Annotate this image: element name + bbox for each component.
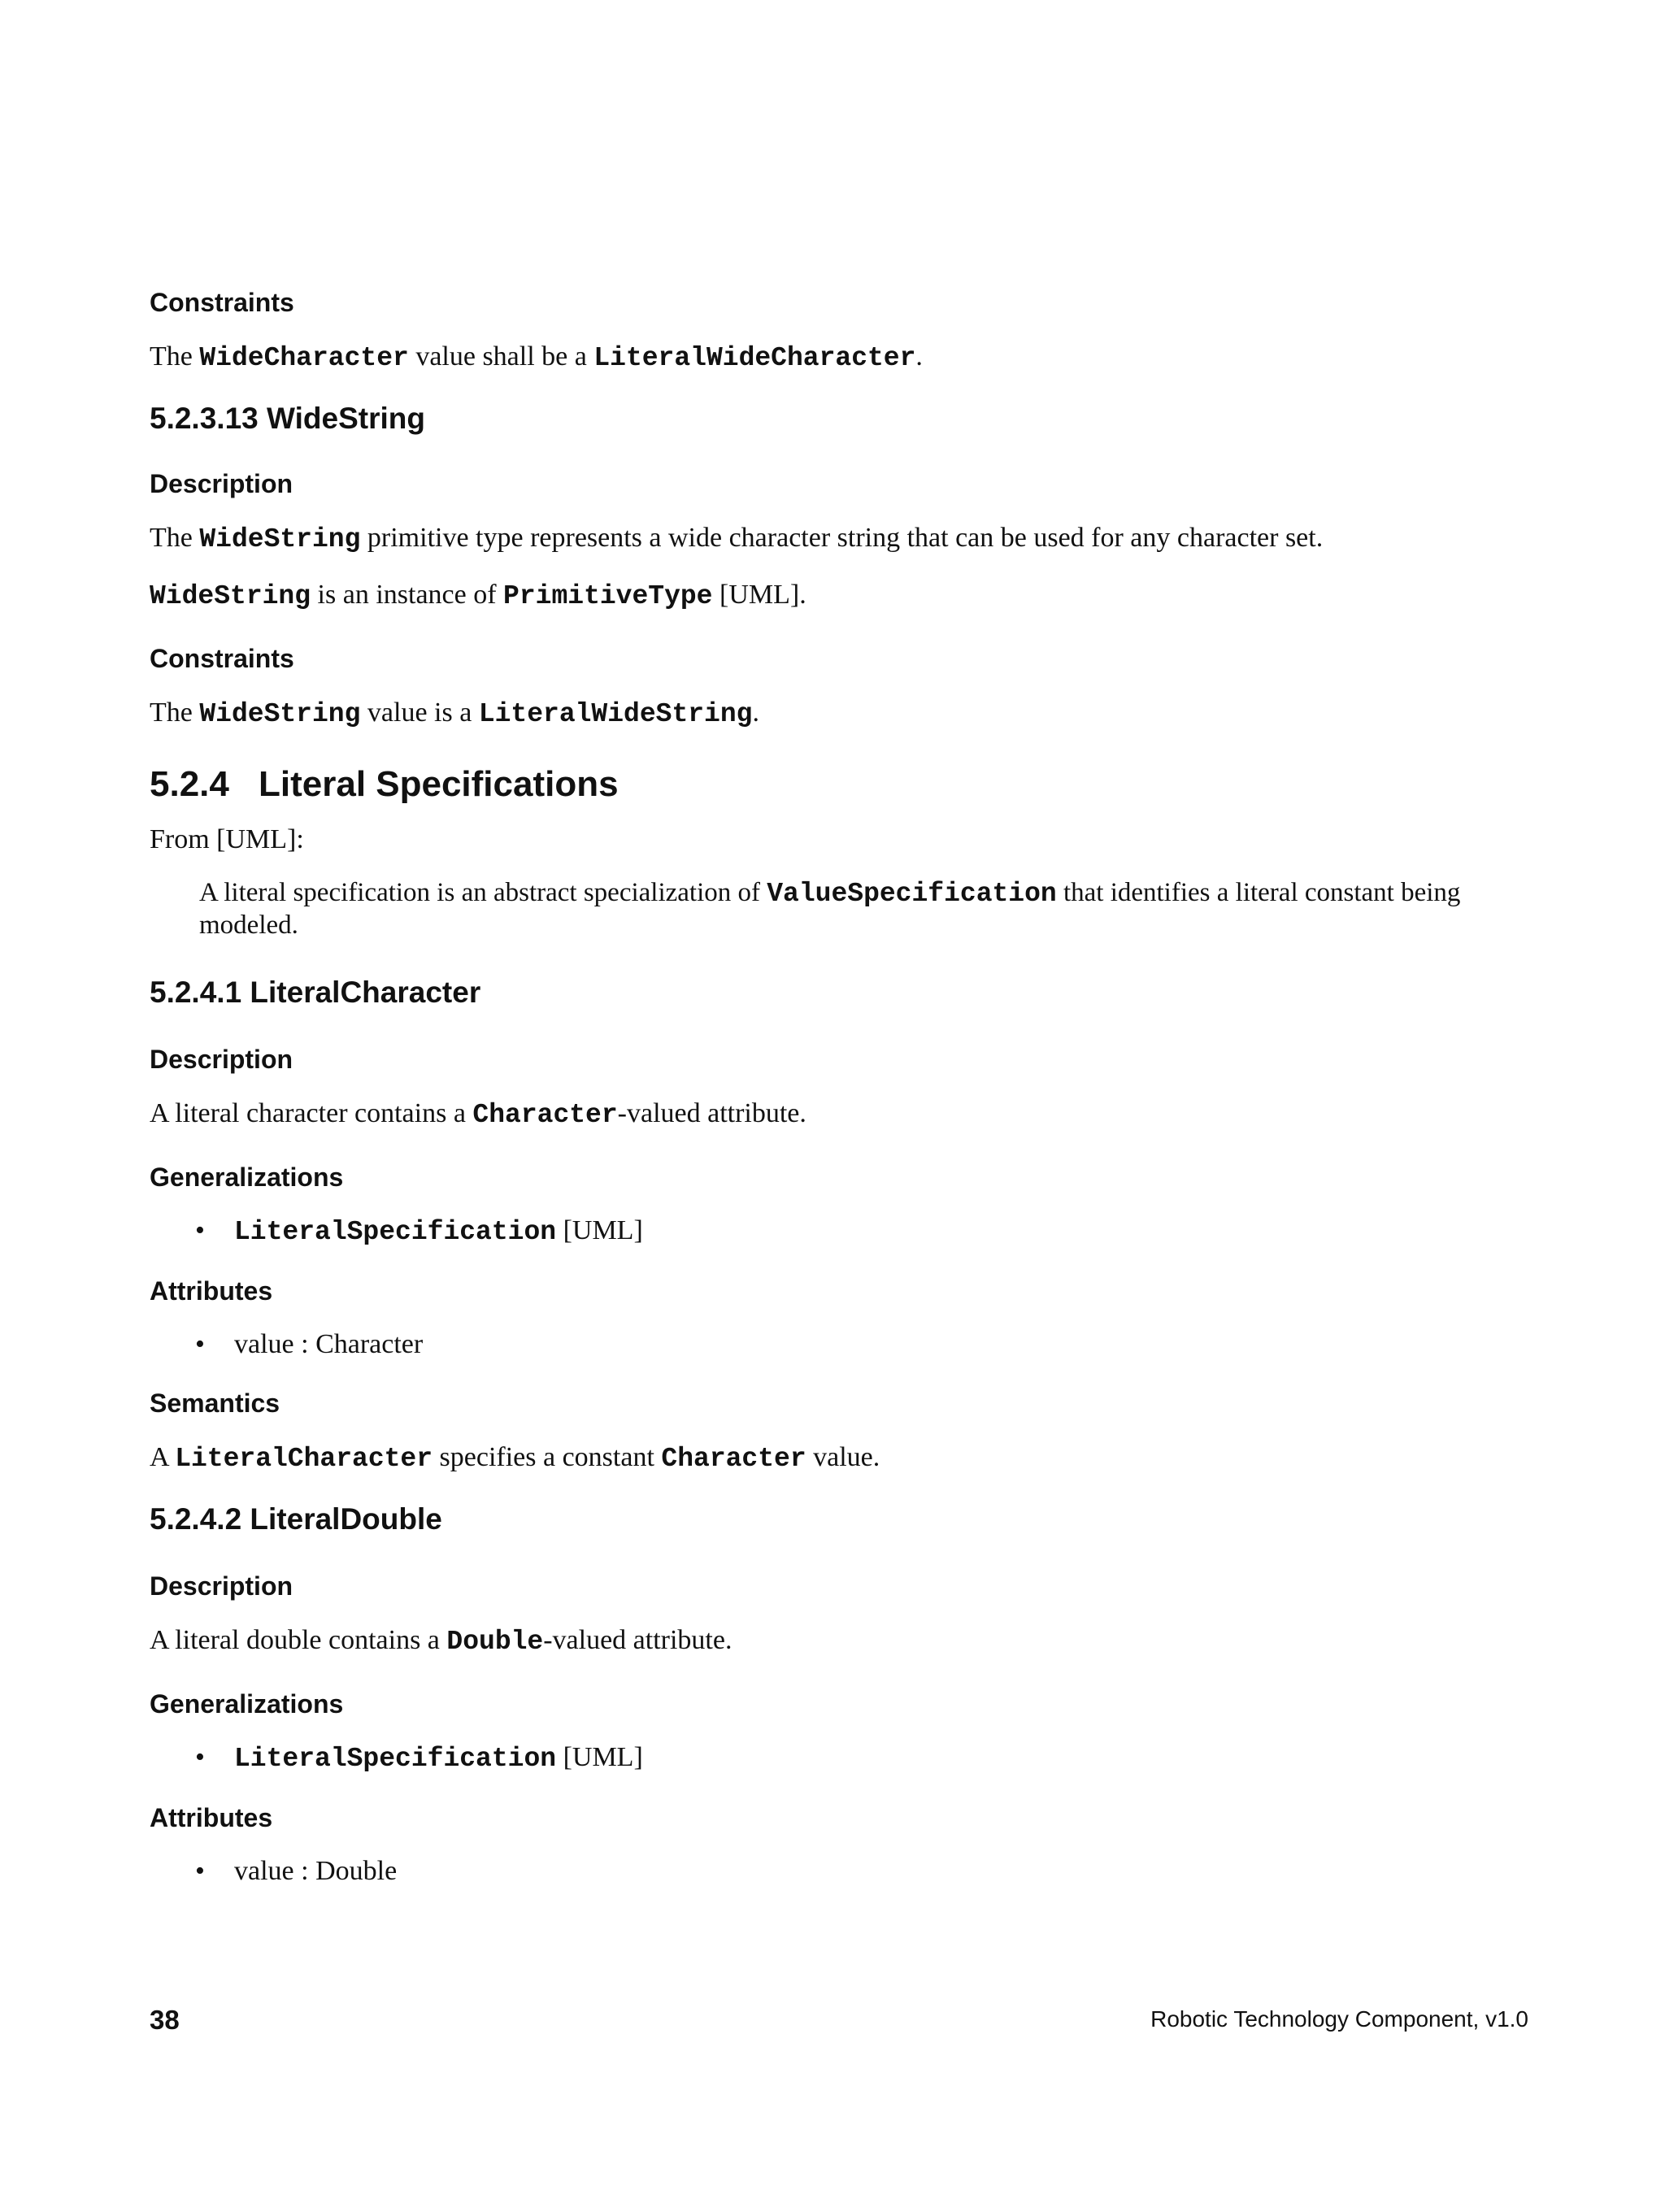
text-run: A literal specification is an abstract specialization of	[199, 878, 767, 907]
section-number: 5.2.4	[150, 764, 229, 804]
text-run: is an instance of	[311, 580, 504, 610]
text-run: A literal double contains a	[150, 1625, 447, 1655]
literalcharacter-description-text	[150, 1097, 1532, 1132]
list-item	[195, 1328, 1532, 1361]
text-run: [UML]	[556, 1742, 643, 1772]
code-term: WideString	[150, 581, 311, 611]
attributes-heading: Attributes	[150, 1803, 273, 1832]
code-term: LiteralWideString	[478, 699, 753, 729]
code-term: LiteralWideCharacter	[593, 343, 916, 373]
from-uml-text: From [UML]:	[150, 824, 304, 854]
text-run: .	[752, 697, 759, 728]
literalcharacter-semantics-text	[150, 1441, 1532, 1475]
text-run: -valued attribute.	[617, 1098, 806, 1128]
code-term: LiteralSpecification	[234, 1744, 557, 1774]
section-title: Literal Specifications	[259, 764, 619, 804]
constraints-heading: Constraints	[150, 644, 294, 673]
code-term: WideString	[199, 524, 361, 554]
code-term: LiteralSpecification	[234, 1217, 557, 1247]
text-run: A	[150, 1442, 176, 1472]
section-heading-literal-specifications	[150, 763, 1532, 806]
widestring-constraint-text	[150, 697, 1532, 731]
bullet-icon: •	[195, 1856, 205, 1886]
code-term: LiteralCharacter	[175, 1444, 433, 1474]
bullet-icon: •	[195, 1215, 205, 1245]
text-run: specifies a constant	[433, 1442, 662, 1472]
page-number: 38	[150, 2005, 180, 2035]
semantics-heading: Semantics	[150, 1388, 280, 1418]
list-item	[195, 1855, 1532, 1888]
code-term: WideCharacter	[199, 343, 409, 373]
generalizations-heading: Generalizations	[150, 1162, 344, 1192]
widestring-description-text	[150, 522, 1532, 556]
code-term: Double	[446, 1627, 544, 1657]
page-content	[150, 286, 1532, 1888]
text-run: that identifies a literal constant being modeled.	[199, 878, 1461, 940]
text-run: .	[915, 341, 923, 372]
attributes-heading: Attributes	[150, 1276, 273, 1306]
document-title: Robotic Technology Component, v1.0	[1150, 2006, 1528, 2032]
description-heading: Description	[150, 1045, 293, 1074]
text-run: value is a	[360, 697, 479, 728]
widecharacter-constraint-text	[150, 341, 1532, 375]
list-item	[195, 1741, 1532, 1775]
text-run: The	[150, 523, 200, 553]
text-run: primitive type represents a wide character string that can be used for any character set.	[360, 523, 1324, 553]
literaldouble-description-text	[150, 1624, 1532, 1658]
code-term: WideString	[199, 699, 361, 729]
text-run: value shall be a	[408, 341, 594, 372]
attribute-text: value : Character	[234, 1329, 424, 1359]
text-run: -valued attribute.	[543, 1625, 733, 1655]
constraints-heading: Constraints	[150, 288, 294, 317]
text-run: [UML].	[712, 580, 806, 610]
text-run: [UML]	[556, 1215, 643, 1245]
description-heading: Description	[150, 1571, 293, 1601]
code-term: Character	[472, 1100, 618, 1130]
text-run: A literal character contains a	[150, 1098, 473, 1128]
description-heading: Description	[150, 469, 293, 498]
text-run: The	[150, 697, 200, 728]
attribute-text: value : Double	[234, 1856, 398, 1886]
list-item	[195, 1215, 1532, 1249]
code-term: ValueSpecification	[767, 879, 1057, 909]
bullet-icon: •	[195, 1329, 205, 1359]
bullet-icon: •	[195, 1742, 205, 1772]
code-term: Character	[661, 1444, 806, 1474]
section-heading-literalcharacter: 5.2.4.1 LiteralCharacter	[150, 976, 481, 1009]
generalizations-heading: Generalizations	[150, 1689, 344, 1719]
text-run: The	[150, 341, 200, 372]
code-term: PrimitiveType	[503, 581, 713, 611]
section-heading-widestring: 5.2.3.13 WideString	[150, 402, 425, 435]
uml-quote	[199, 877, 1532, 941]
widestring-instance-text	[150, 579, 1532, 613]
section-heading-literaldouble: 5.2.4.2 LiteralDouble	[150, 1502, 442, 1536]
text-run: value.	[806, 1442, 880, 1472]
